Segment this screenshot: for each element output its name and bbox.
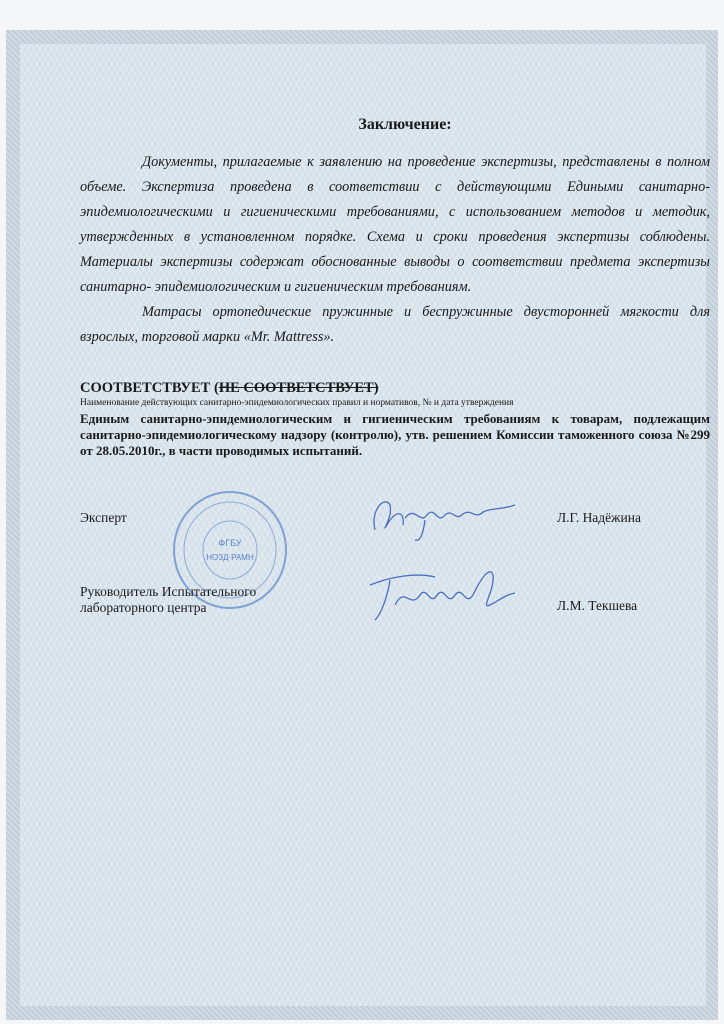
norms-text: Единым санитарно-эпидемиологическим и гигиеническим требованиям к товарам, подлежащим санитарно-эпидемиологическому надзору (контролю), утв. решением Комиссии таможенного союза №299 от 28.05.2010г., в части проводимых испытаний. <box>80 411 710 458</box>
head-label-line2: лабораторного центра <box>80 600 207 615</box>
expert-name: Л.Г. Надёжина <box>557 510 641 525</box>
norms-caption: Наименование действующих санитарно-эпидемиологических правил и нормативов, № и дата утверждения <box>80 398 514 408</box>
expert-label: Эксперт <box>80 510 127 525</box>
conformity-status: СООТВЕТСТВУЕТ (НЕ СООТВЕТСТВУЕТ) <box>80 380 379 396</box>
document-title: Заключение: <box>358 116 452 133</box>
product-paragraph: Матрасы ортопедические пружинные и беспружинные двусторонней мягкости для взрослых, торговой марки «Mr. Mattress». <box>80 304 710 345</box>
conclusion-paragraph: Документы, прилагаемые к заявлению на проведение экспертизы, представлены в полном объеме. Экспертиза проведена в соответствии с действующими Едиными санитарно-эпидемиологическими и гигиеническими требованиями, с использованием методов и методик, утвержденных в установленном порядке. Схема и сроки проведения экспертизы соблюдены. Материалы экспертизы содержат обоснованные выводы о соответствии предмета экспертизы санитарно- эпидемиологическим и гигиеническим требованиям. <box>80 154 710 295</box>
struck-alternative: НЕ СООТВЕТСТВУЕТ) <box>218 380 379 396</box>
stamp-text-1: ФГБУ <box>218 538 242 548</box>
head-name: Л.М. Текшева <box>557 598 638 613</box>
head-signature <box>365 565 525 625</box>
head-label-line1: Руководитель Испытательного <box>80 584 257 599</box>
stamp-text-2: НОЗД·РАМН <box>206 553 254 562</box>
expert-signature <box>365 490 525 545</box>
